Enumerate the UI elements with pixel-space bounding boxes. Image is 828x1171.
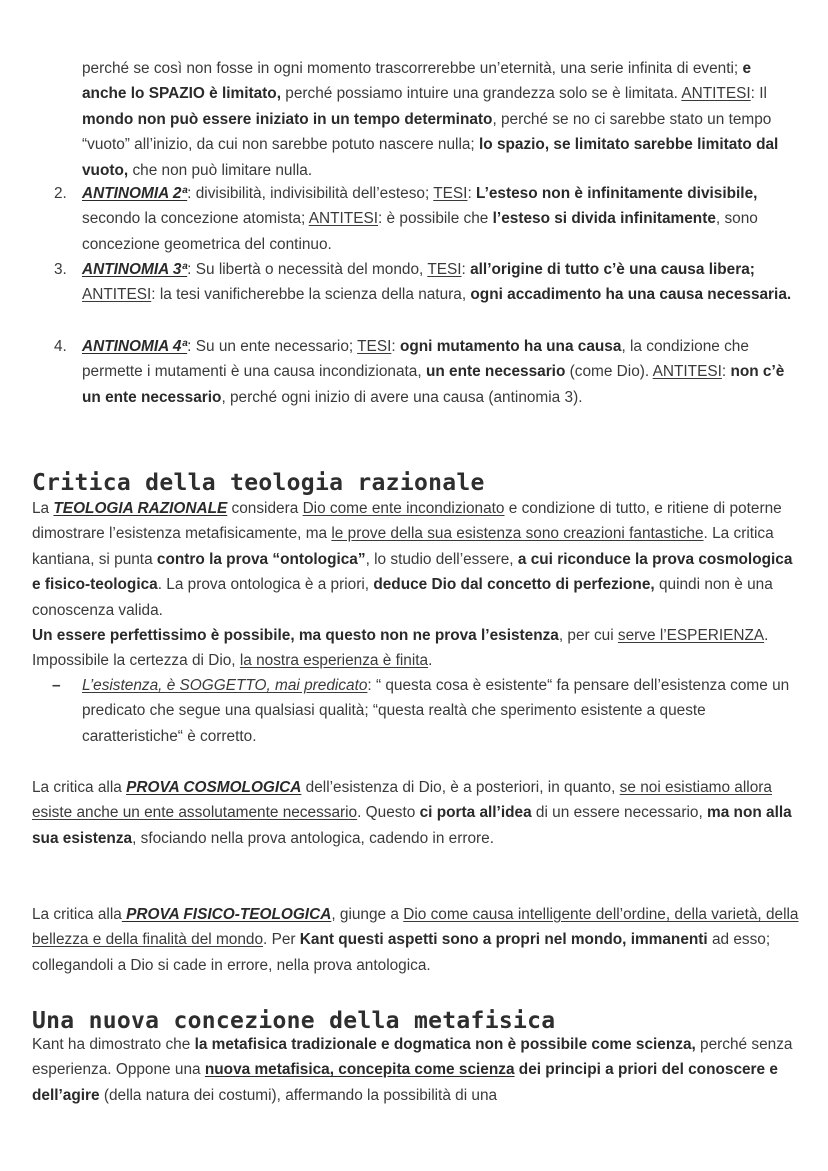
text-run: ad esso; collegandoli a Dio si cade in errore, nella prova antologica. — [32, 931, 771, 974]
text-run: . — [428, 652, 433, 670]
text-run: perché senza esperienza. Oppone una — [32, 1036, 793, 1079]
list-number: 4. — [54, 338, 67, 355]
text-run: (come Dio). — [565, 363, 653, 381]
formatted-text-run: TESI — [433, 185, 468, 202]
formatted-text-run: l’esteso si divida infinitamente — [492, 210, 716, 228]
formatted-text-run: non c’è un ente necessario — [82, 363, 785, 406]
formatted-text-run: ANTITESI — [82, 286, 152, 304]
formatted-text-run: L’esteso non è infinitamente divisibile, — [476, 185, 758, 202]
paragraph-prova-cosmologica — [32, 775, 800, 851]
formatted-text-run: dei principi a priori del conoscere e dell’agire — [32, 1061, 778, 1104]
list-number: 2. — [54, 185, 67, 202]
antinomy-text — [82, 334, 798, 410]
formatted-text-run: contro la prova “ontologica” — [156, 550, 366, 568]
antinomy-text — [82, 257, 798, 308]
formatted-text-run: a cui riconduce la prova cosmologica e fisico-teologica — [32, 550, 793, 594]
text-run: quindi non è una conoscenza valida. — [32, 576, 773, 619]
formatted-text-run: ANTINOMIA 4ª — [82, 338, 188, 355]
formatted-text-run: ogni accadimento ha una causa necessaria. — [470, 286, 792, 304]
list-number: 3. — [54, 261, 67, 278]
formatted-text-run: la metafisica tradizionale e dogmatica non è possibile come scienza, — [194, 1036, 696, 1053]
text-run: : — [461, 261, 471, 278]
formatted-text-run: serve l’ESPERIENZA — [617, 627, 765, 644]
dash-item-text — [82, 673, 798, 749]
formatted-text-run: ma non alla sua esistenza — [32, 804, 792, 847]
paragraph-nuova-metafisica — [32, 1032, 800, 1108]
formatted-text-run: ci porta all’idea — [419, 804, 532, 822]
text-run: : “ questa cosa è esistente“ fa pensare dell’esistenza come un predicato che segue una qualsiasi qualità; “questa realtà che sperimento esistente a queste caratteristiche“ è corretto. — [82, 677, 790, 745]
text-run: : — [721, 363, 731, 381]
text-run: , sono concezione geometrica del continuo. — [82, 210, 758, 253]
paragraph-essere-perfettissimo — [32, 623, 800, 674]
text-run: : Il — [750, 85, 767, 103]
formatted-text-run: mondo non può essere iniziato in un tempo determinato — [82, 110, 493, 128]
formatted-text-run: ANTITESI — [652, 363, 722, 381]
formatted-text-run: le prove della sua esistenza sono creazioni fantastiche — [331, 525, 704, 543]
formatted-text-run: all’origine di tutto c’è una causa libera; — [470, 261, 755, 278]
text-run: secondo la concezione atomista; — [82, 210, 309, 228]
text-run: : divisibilità, indivisibilità dell’esteso; — [187, 185, 434, 202]
formatted-text-run: ANTINOMIA 2ª — [82, 185, 188, 202]
text-run: Kant ha dimostrato che — [32, 1036, 195, 1053]
text-run: . Per — [263, 931, 300, 949]
text-run: La critica alla — [32, 779, 127, 796]
text-run: : è possibile che — [378, 210, 493, 228]
formatted-text-run: lo spazio, se limitato sarebbe limitato dal vuoto, — [82, 136, 779, 179]
formatted-text-run: TESI — [427, 261, 462, 278]
formatted-text-run: ANTITESI — [308, 210, 378, 228]
formatted-text-run: nuova metafisica, concepita come scienza — [204, 1061, 515, 1079]
formatted-text-run: e anche lo SPAZIO è limitato, — [82, 60, 752, 103]
section-heading-teologia: Critica della teologia razionale — [32, 470, 485, 496]
text-run: . La prova ontologica è a priori, — [157, 576, 374, 594]
text-run: La critica alla — [32, 906, 122, 923]
text-run: , per cui — [558, 627, 618, 644]
formatted-text-run: se noi esistiamo allora esiste anche un ente assolutamente necessario — [32, 779, 772, 822]
text-run: dell’esistenza di Dio, è a posteriori, in quanto, — [301, 779, 620, 796]
formatted-text-run: ANTINOMIA 3ª — [82, 261, 188, 278]
text-run: . La critica kantiana, si punta — [32, 525, 774, 568]
text-run: . Questo — [357, 804, 420, 822]
formatted-text-run: un ente necessario — [425, 363, 566, 381]
antinomy-item-3 — [54, 257, 798, 308]
text-run: : Su un ente necessario; — [187, 338, 358, 355]
text-run: (della natura dei costumi), affermando la possibilità di una — [99, 1086, 498, 1104]
text-run: : — [391, 338, 400, 355]
formatted-text-run: TEOLOGIA RAZIONALE — [53, 500, 228, 517]
formatted-text-run: la nostra esperienza è finita — [239, 652, 429, 670]
text-run: di un essere necessario, — [531, 804, 708, 822]
formatted-text-run: L’esistenza, è SOGGETTO, mai predicato — [82, 677, 368, 694]
antinomy-text — [82, 181, 798, 257]
text-run: , sfociando nella prova antologica, cadendo in errore. — [132, 829, 495, 847]
text-run: perché possiamo intuire una grandezza solo se è limitata. — [280, 85, 682, 103]
dash-item-esistenza — [52, 673, 798, 749]
paragraph-prova-fisico-teologica — [32, 902, 800, 978]
formatted-text-run: Un essere perfettissimo è possibile, ma questo non ne prova l’esistenza — [32, 627, 559, 644]
text-run: , la condizione che permette i mutamenti è una causa incondizionata, — [82, 338, 749, 381]
formatted-text-run: deduce Dio dal concetto di perfezione, — [373, 576, 655, 594]
formatted-text-run: ogni mutamento ha una causa — [399, 338, 622, 355]
dash-marker: – — [52, 677, 61, 694]
text-run: La — [32, 500, 54, 517]
antinomy-item-4 — [54, 334, 798, 410]
text-run: e condizione di tutto, e ritiene di poterne dimostrare l’esistenza metafisicamente, ma — [32, 500, 782, 543]
antinomy-1-continuation — [82, 56, 798, 183]
formatted-text-run: TESI — [357, 338, 392, 355]
antinomy-item-2 — [54, 181, 798, 257]
formatted-text-run: ANTITESI — [681, 85, 751, 103]
text-run: , perché se no ci sarebbe stato un tempo “vuoto” all’inizio, da cui non sarebbe potuto nascere nulla; — [82, 110, 772, 154]
formatted-text-run: PROVA FISICO-TEOLOGICA — [121, 906, 332, 923]
text-run: considera — [227, 500, 303, 517]
text-run: : Su libertà o necessità del mondo, — [187, 261, 428, 278]
text-run: perché se così non fosse in ogni momento trascorrerebbe un’eternità, una serie infinita di eventi; — [82, 60, 743, 77]
text-run: : la tesi vanificherebbe la scienza della natura, — [151, 286, 471, 304]
formatted-text-run: Dio come ente incondizionato — [302, 500, 505, 517]
text-run: : — [467, 185, 477, 202]
formatted-text-run: PROVA COSMOLOGICA — [126, 779, 302, 796]
formatted-text-run: Kant questi aspetti sono a propri nel mondo, immanenti — [299, 931, 708, 949]
text-run: . Impossibile la certezza di Dio, — [32, 627, 769, 670]
text-run: , perché ogni inizio di avere una causa (antinomia 3). — [221, 388, 583, 406]
paragraph-teologia-razionale — [32, 496, 800, 623]
section-heading-metafisica: Una nuova concezione della metafisica — [32, 1008, 556, 1034]
text-run: , giunge a — [331, 906, 404, 923]
text-run: che non può limitare nulla. — [128, 161, 313, 179]
text-run: , lo studio dell’essere, — [365, 550, 518, 568]
formatted-text-run: Dio come causa intelligente dell’ordine, della varietà, della bellezza e della finalità del mondo — [32, 906, 799, 949]
